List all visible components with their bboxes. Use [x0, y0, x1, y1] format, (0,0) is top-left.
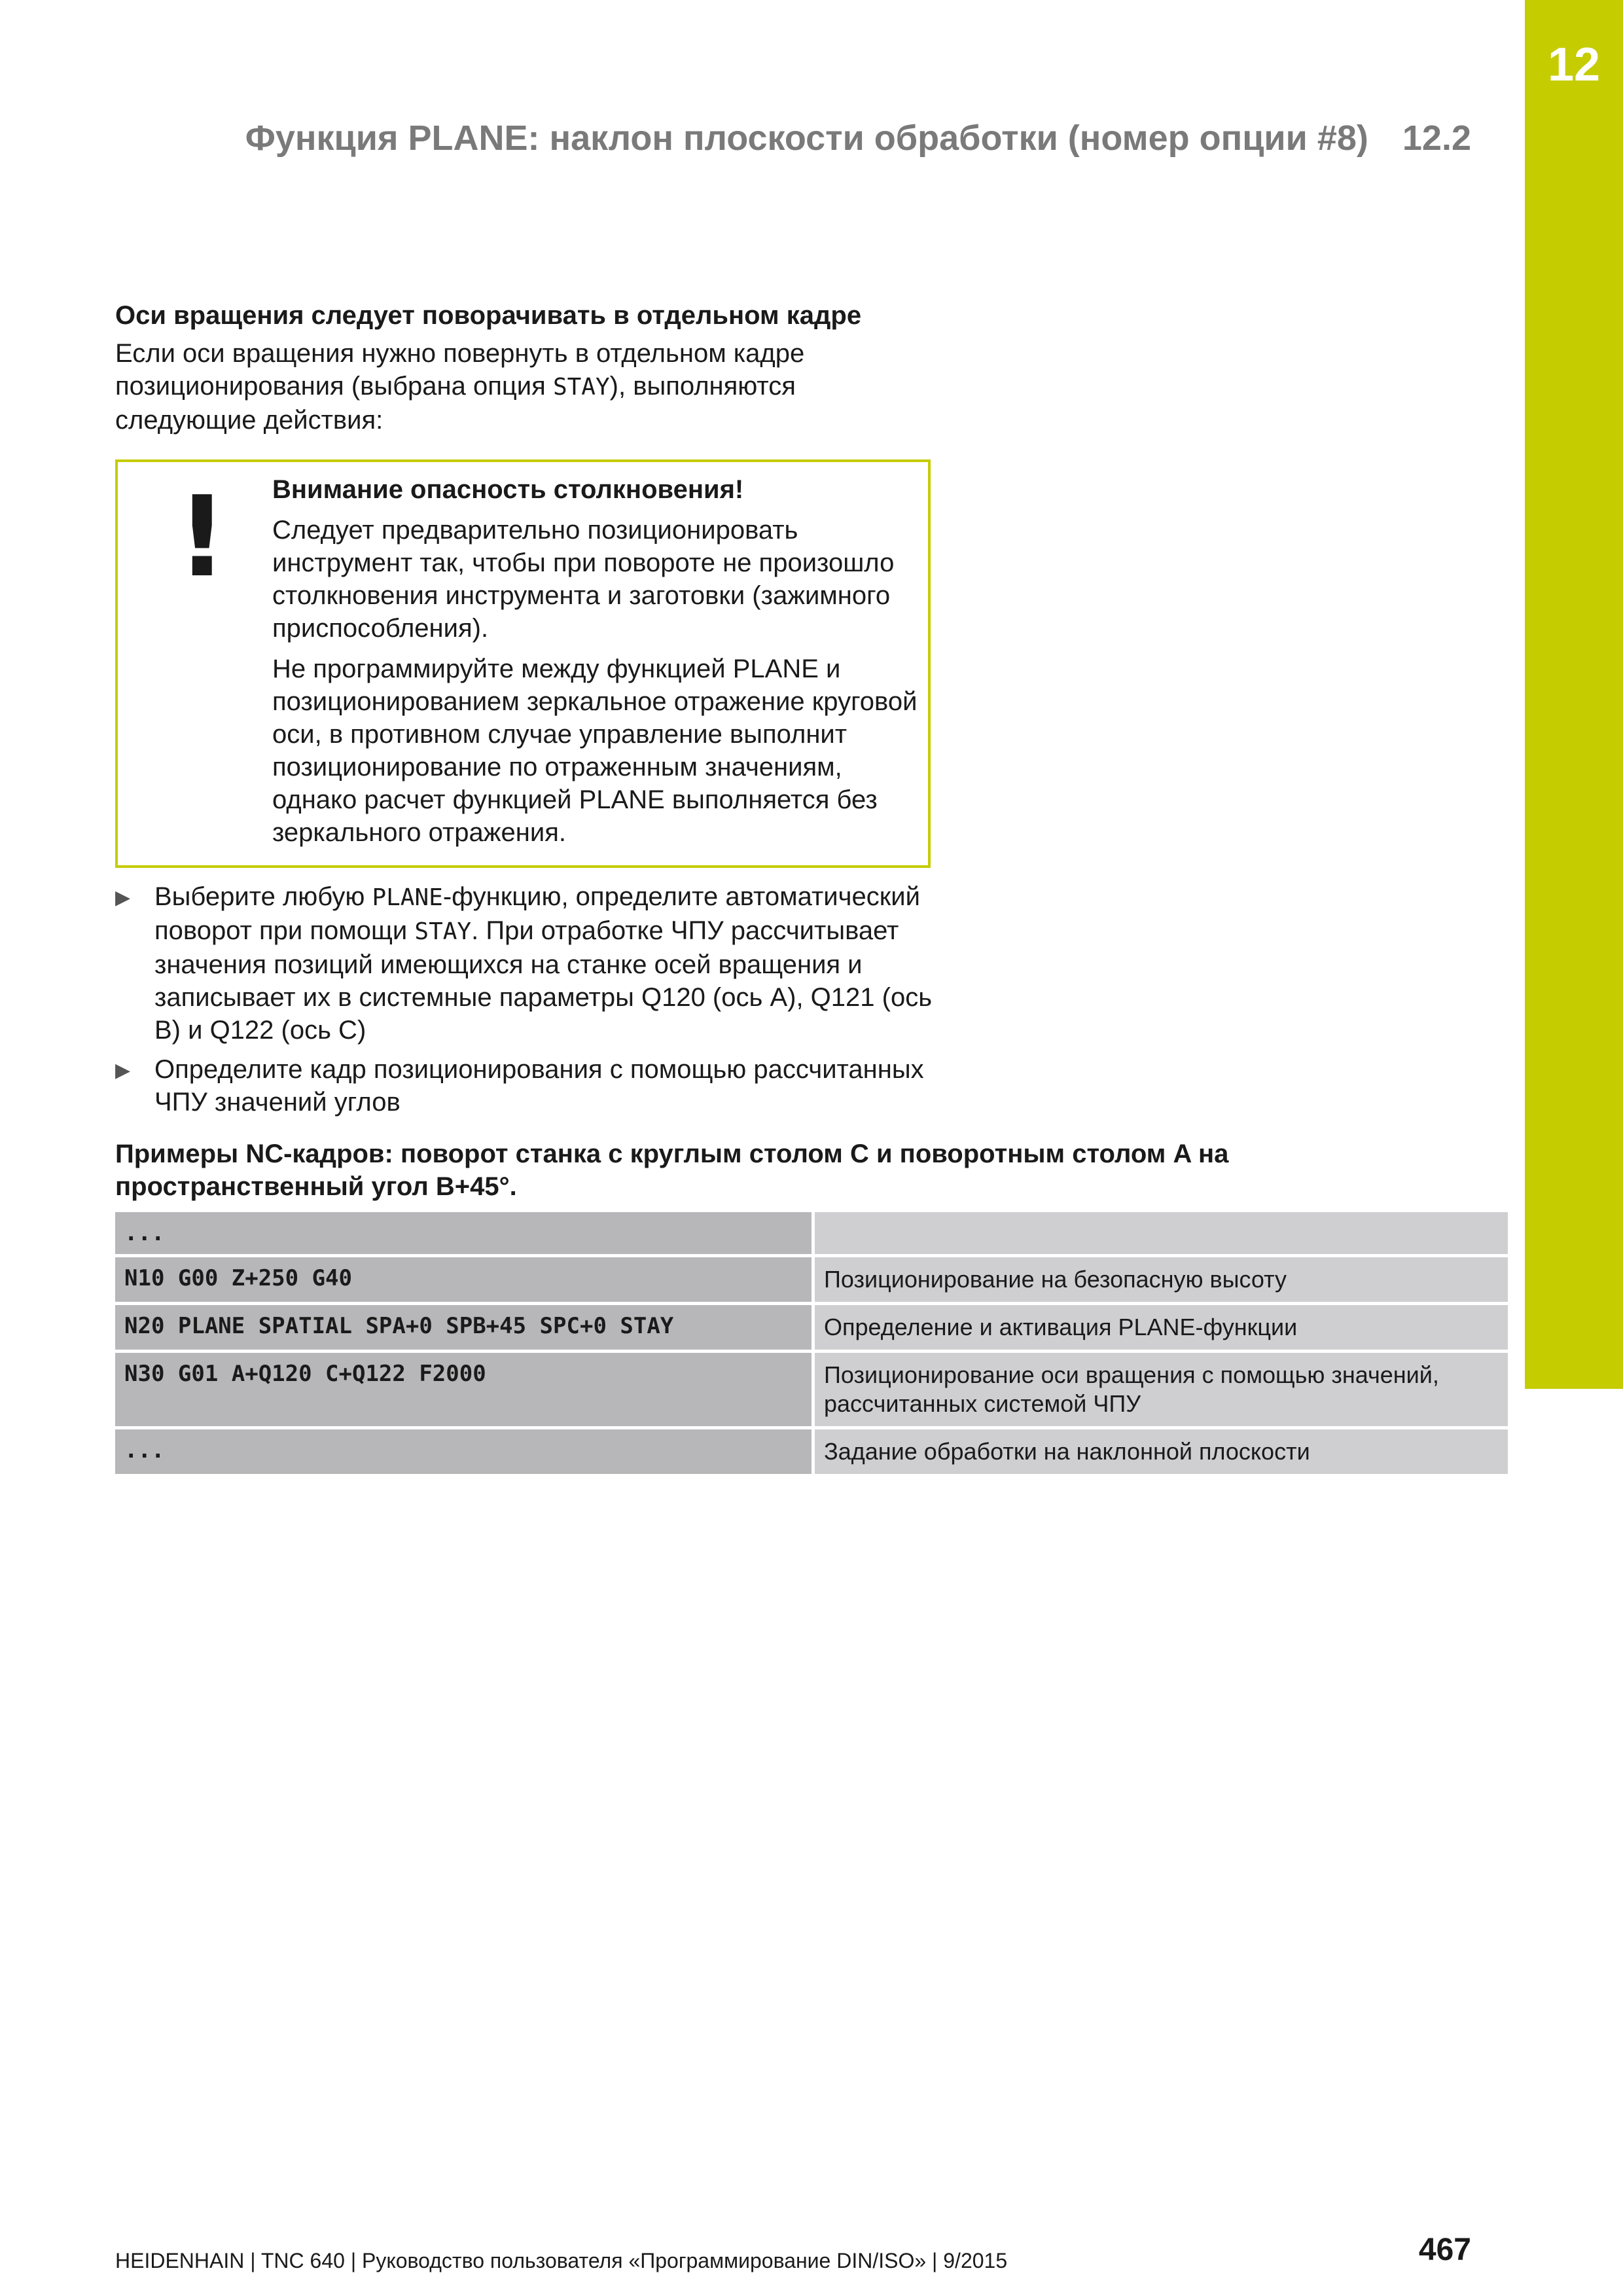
warning-paragraph-1: Следует предварительно позиционировать инструмент так, чтобы при повороте не произошло столкновения инструмента и заготовки (зажимного приспособления). [272, 516, 895, 643]
intro-code: STAY [552, 374, 610, 401]
exclamation-icon: ! [177, 473, 228, 602]
nc-desc-cell: Определение и активация PLANE-функции [813, 1304, 1508, 1352]
example-title: Примеры NC-кадров: поворот станка с круглым столом C и поворотным столом A на пространственный угол B+45°. [115, 1139, 1229, 1201]
step-text [154, 880, 940, 1047]
nc-table [115, 1212, 1508, 1477]
running-header [151, 118, 1471, 158]
step-text-part: Выберите любую [154, 882, 372, 911]
warning-paragraph-2: Не программируйте между функцией PLANE и позиционированием зеркальное отражение круговой оси, в противном случае управление выполнит позиционирование по отраженным значениям, однако расчет функцией PLANE выполняется без зеркального отражения. [272, 655, 918, 847]
table-row [115, 1304, 1508, 1352]
warning-body [272, 475, 927, 857]
table-row [115, 1212, 1508, 1256]
table-row [115, 1256, 1508, 1304]
nc-code-cell: N30 G01 A+Q120 C+Q122 F2000 [115, 1352, 813, 1428]
nc-desc-cell: Задание обработки на наклонной плоскости [813, 1428, 1508, 1476]
nc-desc-cell: Позиционирование оси вращения с помощью значений, рассчитанных системой ЧПУ [813, 1352, 1508, 1428]
nc-desc-cell: Позиционирование на безопасную высоту [813, 1256, 1508, 1304]
table-row [115, 1428, 1508, 1476]
list-item [115, 880, 940, 1047]
nc-code-cell: ... [115, 1212, 813, 1256]
step-code: STAY [414, 918, 472, 945]
page-number: 467 [1418, 2233, 1471, 2267]
list-item [115, 1053, 940, 1119]
step-text: Определите кадр позиционирования с помощью рассчитанных ЧПУ значений углов [154, 1055, 924, 1117]
step-text-part: . При отработке ЧПУ рассчитывает значения позиций имеющихся на станке осей вращения и записывает их в системные параметры Q120 (ось A), Q121 (ось B) и Q122 (ось C) [154, 916, 933, 1045]
intro-block [115, 301, 927, 437]
footer: HEIDENHAIN | TNC 640 | Руководство пользователя «Программирование DIN/ISO» | 9/2015 [115, 2249, 1008, 2272]
chapter-number: 12 [1547, 39, 1601, 91]
subheading: Оси вращения следует поворачивать в отдельном кадре [115, 301, 862, 330]
step-code: PLANE [372, 884, 443, 911]
nc-code-cell: N10 G00 Z+250 G40 [115, 1256, 813, 1304]
header-title: Функция PLANE: наклон плоскости обработки (номер опции #8) [245, 118, 1368, 158]
nc-desc-cell [813, 1212, 1508, 1256]
step-text-part: -функцию, определите автоматический поворот при помощи [154, 882, 920, 945]
nc-code-cell: ... [115, 1428, 813, 1476]
header-section: 12.2 [1402, 118, 1471, 158]
nc-code-cell: N20 PLANE SPATIAL SPA+0 SPB+45 SPC+0 STAY [115, 1304, 813, 1352]
chapter-tab [1525, 0, 1623, 1389]
intro-text-1: Если оси вращения нужно повернуть в отдельном кадре позиционирования (выбрана опция [115, 339, 805, 401]
warning-title: Внимание опасность столкновения! [272, 475, 744, 504]
intro-paragraph [115, 337, 927, 437]
table-row [115, 1352, 1508, 1428]
intro-text-2: ), выполняются следующие действия: [115, 372, 796, 435]
warning-box [115, 459, 931, 868]
bullet-triangle-icon: ▶ [115, 887, 131, 908]
steps-list [115, 880, 940, 1125]
bullet-triangle-icon: ▶ [115, 1060, 131, 1081]
